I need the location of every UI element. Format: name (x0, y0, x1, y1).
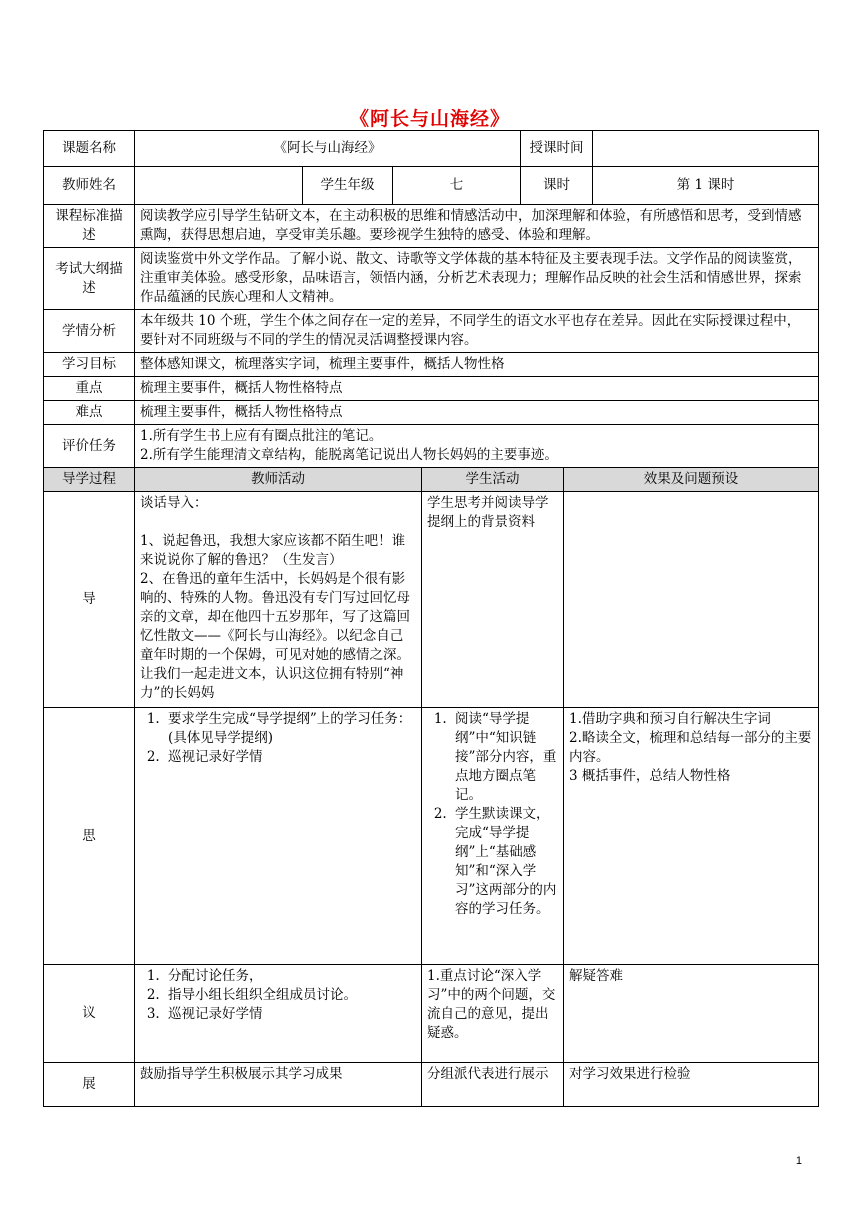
document-title: 《阿长与山海经》 (349, 108, 510, 130)
teacher-list-item: 1. 分配讨论任务， (164, 967, 416, 986)
teacher-list-item: 3. 巡视记录好学情 (164, 1005, 416, 1024)
teacher-line-blank (140, 513, 416, 532)
stage-name: 议 (44, 965, 135, 1063)
effect-line: 解疑答难 (569, 968, 624, 984)
effect-preset (564, 708, 819, 965)
effect-line: 1.借助字典和预习自行解决生字词 (569, 711, 771, 727)
row-analysis (44, 310, 819, 353)
student-list-item: 2. 学生默读课文，完成“导学提纲”上“基础感知”和“深入学习”这两部分的内容的学习任务。 (451, 805, 558, 919)
time-value (593, 131, 819, 167)
teacher-line: 2、在鲁迅的童年生活中，长妈妈是个很有影响的、特殊的人物。鲁迅没有专门写过回忆母亲的文章，却在他四十五岁那年，写了这篇回忆性散文——《阿长与山海经》。以纪念自己童年时期的一个保姆，可见对她的感情之深。让我们一起走进文本，认识这位拥有特别“神力”的长妈妈 (140, 571, 410, 701)
teacher-activity (135, 492, 422, 708)
row-topic (44, 131, 819, 167)
teacher-line: 鼓励指导学生积极展示其学习成果 (140, 1066, 343, 1082)
teacher-list-item: 2. 巡视记录好学情 (164, 748, 416, 767)
goal-value: 整体感知课文，梳理落实字词，梳理主要事件，概括人物性格 (135, 353, 819, 377)
eval-label: 评价任务 (44, 425, 135, 468)
student-list-item: 1. 阅读“导学提纲”中“知识链接”部分内容，重点地方圈点笔记。 (451, 710, 558, 805)
stage-row-si (44, 708, 819, 965)
analysis-label: 学情分析 (44, 310, 135, 353)
page-number: 1 (795, 1155, 802, 1167)
row-exam (44, 248, 819, 310)
exam-value: 阅读鉴赏中外文学作品。了解小说、散文、诗歌等文学体裁的基本特征及主要表现手法。文学作品的阅读鉴赏，注重审美体验。感受形象，品味语言，领悟内涵，分析艺术表现力；理解作品反映的社会生活和情感世界，探索作品蕴涵的民族心理和人文精神。 (135, 248, 819, 310)
time-label: 授课时间 (521, 131, 593, 167)
standard-value: 阅读教学应引导学生钻研文本，在主动积极的思维和情感活动中，加深理解和体验，有所感悟和思考，受到情感熏陶，获得思想启迪，享受审美乐趣。要珍视学生独特的感受、体验和理解。 (135, 205, 819, 248)
stage-row-dao (44, 492, 819, 708)
effect-preset (564, 965, 819, 1063)
standard-label: 课程标准描述 (44, 205, 135, 248)
teacher-activity (135, 1063, 422, 1107)
row-teacher (44, 167, 819, 205)
teacher-line: 1、说起鲁迅，我想大家应该都不陌生吧！谁来说说你了解的鲁迅？（生发言） (140, 533, 406, 568)
student-activity (422, 708, 564, 965)
exam-label: 考试大纲描述 (44, 248, 135, 310)
difficult-label: 难点 (44, 401, 135, 425)
effect-line: 对学习效果进行检验 (569, 1066, 691, 1082)
stage-row-zhan (44, 1063, 819, 1107)
row-eval (44, 425, 819, 468)
period-value: 第 1 课时 (593, 167, 819, 205)
process-header-student: 学生活动 (422, 468, 564, 492)
topic-value: 《阿长与山海经》 (135, 131, 521, 167)
teacher-activity (135, 965, 422, 1063)
row-difficult (44, 401, 819, 425)
teacher-activity (135, 708, 422, 965)
process-header-teacher: 教师活动 (135, 468, 422, 492)
grade-value: 七 (393, 167, 521, 205)
key-label: 重点 (44, 377, 135, 401)
stage-name: 导 (44, 492, 135, 708)
period-label: 课时 (521, 167, 593, 205)
stage-row-yi (44, 965, 819, 1063)
process-header-row (44, 468, 819, 492)
eval-line: 2.所有学生能理清文章结构，能脱离笔记说出人物长妈妈的主要事迹。 (140, 447, 558, 463)
stage-name: 展 (44, 1063, 135, 1107)
row-goal (44, 353, 819, 377)
process-header-effect: 效果及问题预设 (564, 468, 819, 492)
eval-line: 1.所有学生书上应有有圈点批注的笔记。 (140, 428, 383, 444)
effect-line: 2.略读全文，梳理和总结每一部分的主要内容。 (569, 730, 812, 765)
effect-line: 3 概括事件，总结人物性格 (569, 768, 731, 784)
effect-preset (564, 1063, 819, 1107)
grade-label: 学生年级 (303, 167, 393, 205)
process-header-stage: 导学过程 (44, 468, 135, 492)
stage-name: 思 (44, 708, 135, 965)
goal-label: 学习目标 (44, 353, 135, 377)
difficult-value: 梳理主要事件，概括人物性格特点 (135, 401, 819, 425)
eval-value (135, 425, 819, 468)
row-standard (44, 205, 819, 248)
teacher-label: 教师姓名 (44, 167, 135, 205)
student-activity (422, 492, 564, 708)
teacher-list-item: 2. 指导小组长组织全组成员讨论。 (164, 986, 416, 1005)
lesson-plan-table (43, 130, 819, 1107)
topic-label: 课题名称 (44, 131, 135, 167)
student-line: 学生思考并阅读导学提纲上的背景资料 (427, 495, 549, 530)
student-activity (422, 965, 564, 1063)
student-activity (422, 1063, 564, 1107)
teacher-list-item: 1. 要求学生完成“导学提纲”上的学习任务：(具体见导学提纲) (164, 710, 416, 748)
student-line: 分组派代表进行展示 (427, 1066, 549, 1082)
student-line: 1.重点讨论“深入学习”中的两个问题，交流自己的意见，提出疑惑。 (427, 968, 556, 1041)
teacher-value (135, 167, 303, 205)
teacher-line: 谈话导入： (140, 495, 208, 511)
analysis-value: 本年级共 10 个班，学生个体之间存在一定的差异，不同学生的语文水平也存在差异。因此在实际授课过程中，要针对不同班级与不同的学生的情况灵活调整授课内容。 (135, 310, 819, 353)
effect-preset (564, 492, 819, 708)
key-value: 梳理主要事件，概括人物性格特点 (135, 377, 819, 401)
row-key (44, 377, 819, 401)
